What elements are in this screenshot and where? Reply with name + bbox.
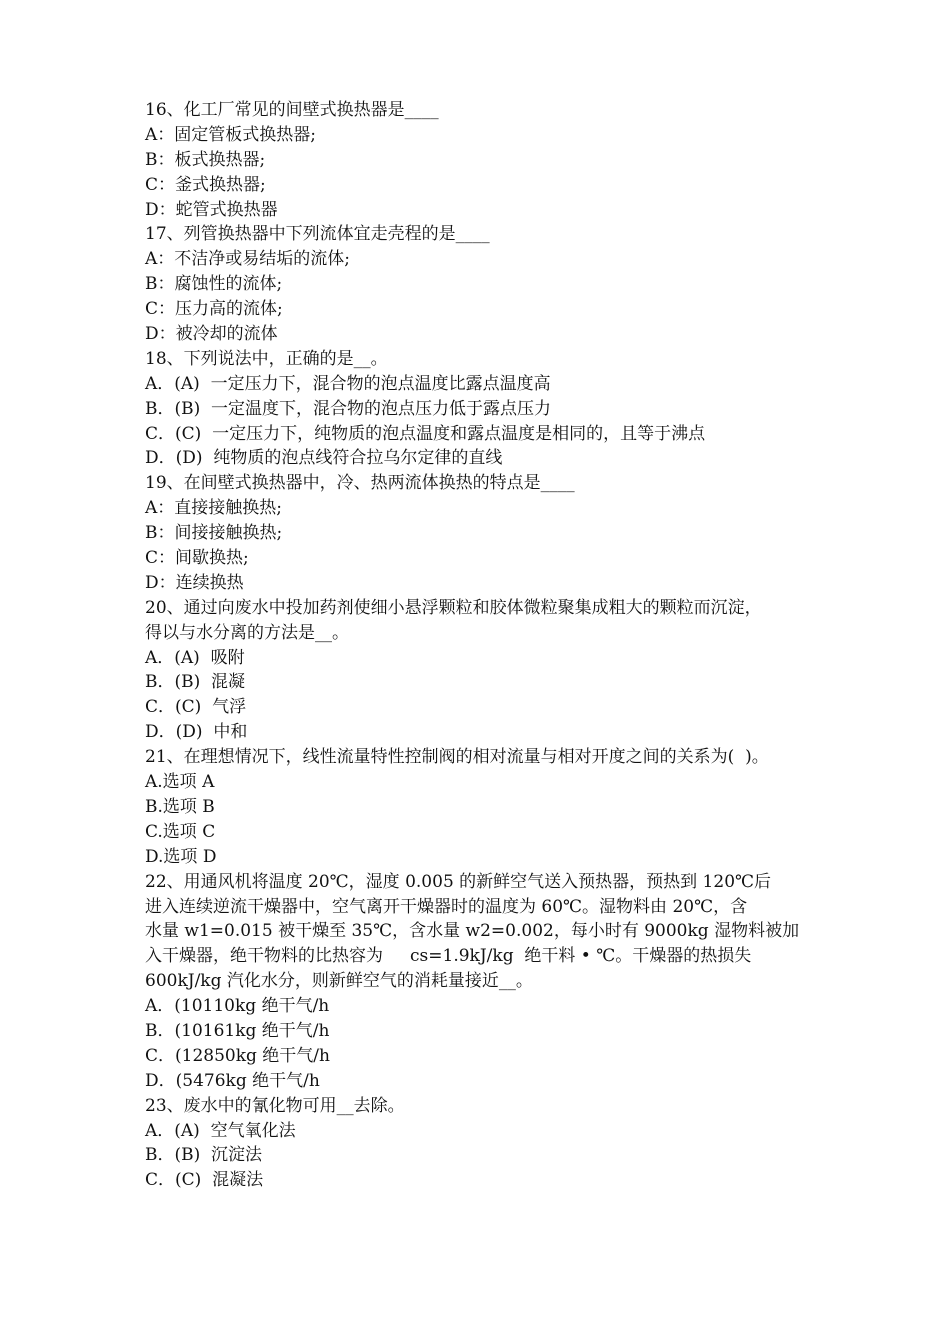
- option-line: B.选项 B: [145, 796, 215, 817]
- option-line: D.选项 D: [145, 846, 217, 867]
- option-line: A．(A) 一定压力下，混合物的泡点温度比露点温度高: [145, 373, 551, 394]
- question-line: 进入连续逆流干燥器中，空气离开干燥器时的温度为 60℃。湿物料由 20℃，含: [145, 896, 748, 917]
- option-line: C：釜式换热器;: [145, 174, 266, 195]
- option-line: C：压力高的流体;: [145, 299, 283, 320]
- option-line: B：腐蚀性的流体;: [145, 274, 283, 295]
- question-line: 21、在理想情况下，线性流量特性控制阀的相对流量与相对开度之间的关系为( )。: [145, 747, 769, 768]
- question-line: 水量 w1=0.015 被干燥至 35℃，含水量 w2=0.002，每小时有 9000kg 湿物料被加: [145, 921, 800, 942]
- option-line: A．(A) 吸附: [145, 647, 245, 668]
- option-line: C：间歇换热;: [145, 548, 249, 569]
- question-line: 23、废水中的氰化物可用__去除。: [145, 1095, 405, 1116]
- option-line: B：间接接触换热;: [145, 523, 283, 544]
- question-line: 17、列管换热器中下列流体宜走壳程的是____: [145, 224, 490, 245]
- question-line: 18、下列说法中，正确的是__。: [145, 348, 388, 369]
- option-line: A.选项 A: [145, 772, 215, 793]
- option-line: A：直接接触换热;: [145, 498, 283, 519]
- option-line: A：固定管板式换热器;: [145, 124, 317, 145]
- question-line: 20、通过向废水中投加药剂使细小悬浮颗粒和胶体微粒聚集成粗大的颗粒而沉淀，: [145, 597, 762, 618]
- option-line: D：被冷却的流体: [145, 324, 278, 345]
- option-line: A：不洁净或易结垢的流体;: [145, 249, 351, 270]
- option-line: B．(10161kg 绝干气/h: [145, 1020, 330, 1041]
- option-line: B．(B) 一定温度下，混合物的泡点压力低于露点压力: [145, 398, 552, 419]
- option-line: C．(12850kg 绝干气/h: [145, 1045, 330, 1066]
- option-line: D．(D) 纯物质的泡点线符合拉乌尔定律的直线: [145, 448, 503, 469]
- question-line: 入干燥器，绝干物料的比热容为 cs=1.9kJ/kg 绝干料 • ℃。干燥器的热损失: [145, 946, 752, 967]
- option-line: B：板式换热器;: [145, 149, 266, 170]
- question-line: 得以与水分离的方法是__。: [145, 622, 349, 643]
- option-line: C．(C) 混凝法: [145, 1170, 264, 1191]
- option-line: C．(C) 一定压力下，纯物质的泡点温度和露点温度是相同的，且等于沸点: [145, 423, 706, 444]
- question-line: 22、用通风机将温度 20℃，湿度 0.005 的新鲜空气送入预热器，预热到 120℃后: [145, 871, 772, 892]
- question-line: 600kJ/kg 汽化水分，则新鲜空气的消耗量接近__。: [145, 971, 533, 992]
- question-line: 16、化工厂常见的间壁式换热器是____: [145, 100, 439, 120]
- option-line: D．(D) 中和: [145, 722, 248, 743]
- option-line: D：蛇管式换热器: [145, 199, 278, 220]
- option-line: A．(A) 空气氧化法: [145, 1120, 296, 1141]
- option-line: D．(5476kg 绝干气/h: [145, 1070, 320, 1091]
- option-line: A．(10110kg 绝干气/h: [145, 996, 330, 1017]
- question-line: 19、在间壁式换热器中，冷、热两流体换热的特点是____: [145, 473, 575, 494]
- option-line: C．(C) 气浮: [145, 697, 247, 718]
- option-line: B．(B) 混凝: [145, 672, 246, 693]
- option-line: D：连续换热: [145, 572, 244, 593]
- option-line: B．(B) 沉淀法: [145, 1145, 263, 1166]
- document-page: [145, 98, 825, 1193]
- option-line: C.选项 C: [145, 821, 216, 842]
